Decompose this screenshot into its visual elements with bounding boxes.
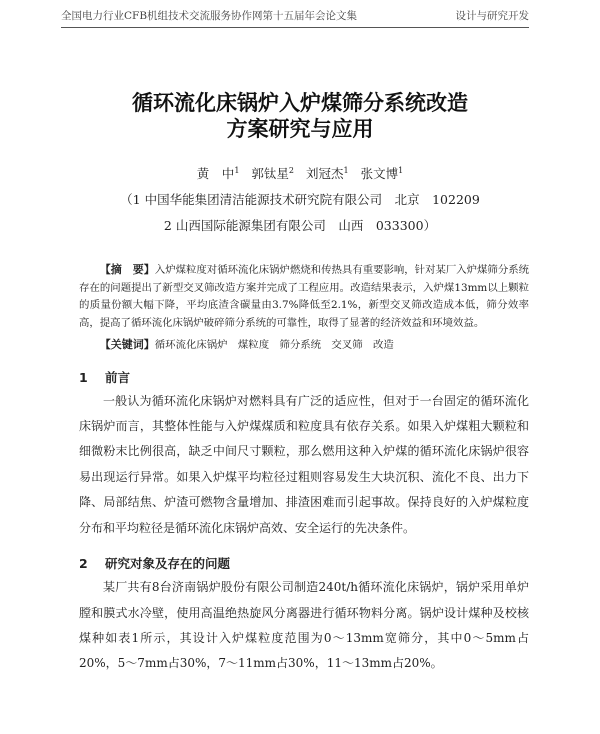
section-2-body: 某厂共有8台济南锅炉股份有限公司制造240t/h循环流化床锅炉，锅炉采用单炉膛和膜式水冷壁，使用高温绝热旋风分离器进行循环物料分离。锅炉设计煤种及校核煤种如表1所示，其设计入炉煤粒度范围为0～13mm宽筛分，其中0～5mm占20%，5～7mm占30%，7～11mm占30%，11～13mm占20%。	[79, 580, 529, 671]
affiliation-1: （1 中国华能集团清洁能源技术研究院有限公司 北京 102209	[120, 192, 480, 208]
keywords-label: 【关键词】	[99, 338, 155, 352]
section-heading-2: 2 研究对象及存在的问题	[79, 556, 231, 572]
abstract-text: 入炉煤粒度对循环流化床锅炉燃烧和传热具有重要影响，针对某厂入炉煤筛分系统存在的问题提出了新型交叉筛改造方案并完成了工程应用。改造结果表示，入炉煤13mm以上颗粒的质量份额大幅下降，平均底渣含碳量由3.7%降低至2.1%，新型交叉筛改造成本低，筛分效率高，提高了循环流化床锅炉破碎筛分系统的可靠性，取得了显著的经济效益和环境效益。	[79, 264, 530, 329]
abstract	[79, 261, 529, 332]
abstract-label: 【摘 要】	[99, 263, 155, 277]
author: 郭钛星$^2$	[251, 166, 294, 182]
author: 张文博$^1$	[360, 166, 404, 182]
running-header-right: 设计与研究开发	[455, 10, 529, 22]
running-header	[61, 0, 529, 28]
section-1-body: 一般认为循环流化床锅炉对燃料具有广泛的适应性，但对于一台固定的循环流化床锅炉而言，其整体性能与入炉煤煤质和粒度具有依存关系。如果入炉煤粗大颗粒和细微粉末比例很高，缺乏中间尺寸颗粒，那么燃用这种入炉煤的循环流化床锅炉很容易出现运行异常。如果入炉煤平均粒径过粗则容易发生大块沉积、流化不良、出力下降、局部结焦、炉渣可燃物含量增加、排渣困难而引起事故。保持良好的入炉煤粒度分布和平均粒径是循环流化床锅炉高效、安全运行的先决条件。	[79, 393, 529, 535]
keywords	[79, 336, 529, 355]
author: 刘冠杰$^1$	[305, 166, 349, 182]
keywords-text: 循环流化床锅炉 煤粒度 筛分系统 交叉筛 改造	[154, 339, 394, 352]
running-header-left: 全国电力行业CFB机组技术交流服务协作网第十五届年会论文集	[61, 10, 358, 22]
author: 黄 中$^1$	[196, 166, 240, 182]
section-heading-1: 1 前言	[79, 369, 131, 385]
affiliation-2: 2 山西国际能源集团有限公司 山西 033300）	[163, 218, 437, 234]
paper-title-line1: 循环流化床锅炉入炉煤筛分系统改造	[132, 91, 468, 115]
author-list	[0, 158, 600, 187]
paper-title-line2: 方案研究与应用	[226, 117, 374, 141]
